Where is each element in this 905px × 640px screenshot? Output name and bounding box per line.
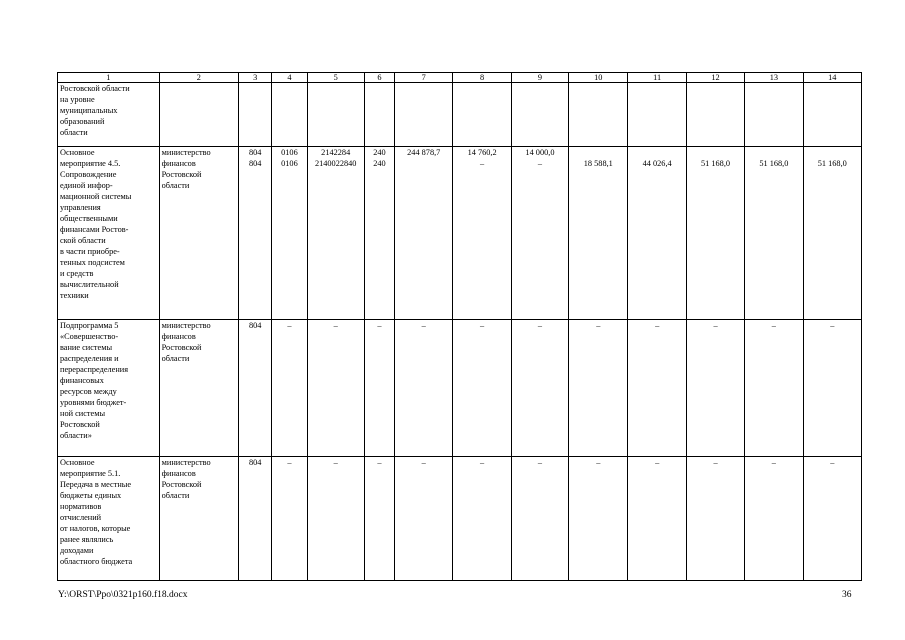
dash-cell: – xyxy=(453,457,511,581)
dash-cell: – xyxy=(686,320,744,457)
value: 14 000,0 xyxy=(525,148,555,157)
value: 51 168,0 xyxy=(817,159,847,168)
column-header: 8 xyxy=(453,73,511,83)
value: 44 026,4 xyxy=(642,159,672,168)
value: 244 878,7 xyxy=(407,148,441,157)
dash-cell: – xyxy=(569,457,628,581)
value: 14 760,2 xyxy=(467,148,497,157)
dash-cell: – xyxy=(272,457,307,581)
value: 51 168,0 xyxy=(759,159,789,168)
column-header: 11 xyxy=(628,73,686,83)
column-header: 7 xyxy=(395,73,453,83)
column-header: 10 xyxy=(569,73,628,83)
table-row xyxy=(58,457,862,581)
table-cell xyxy=(686,83,744,147)
table-cell xyxy=(745,83,803,147)
program-name-cell: Ростовской области на уровне муниципальных образований области xyxy=(58,83,160,147)
dash-cell: – xyxy=(395,320,453,457)
dash-cell: – xyxy=(511,457,568,581)
dash-cell: – xyxy=(803,457,861,581)
dash-cell: – xyxy=(628,320,686,457)
program-name-cell: Подпрограмма 5 «Совершенство- вание системы распределения и перераспределения финансовых ресурсов между уровнями бюджет- ной системы Ростовской области» xyxy=(58,320,160,457)
value: 2142284 xyxy=(321,148,351,157)
budget-table xyxy=(57,72,862,581)
dash-cell: – xyxy=(745,320,803,457)
table-cell xyxy=(159,83,238,147)
executor-cell: министерство финансов Ростовской области xyxy=(159,457,238,581)
grbs-cell: 804 xyxy=(239,457,272,581)
program-name-cell: Основное мероприятие 5.1. Передача в местные бюджеты единых нормативов отчислений от налогов, которые ранее являлись доходами областного бюджета xyxy=(58,457,160,581)
table-cell xyxy=(307,83,364,147)
column-header: 6 xyxy=(364,73,394,83)
column-header: 13 xyxy=(745,73,803,83)
document-path: Y:\ORST\Ppo\0321p160.f18.docx xyxy=(58,590,188,600)
executor-cell: министерство финансов Ростовской области xyxy=(159,320,238,457)
value: 0106 xyxy=(281,148,298,157)
grbs-cell: 804 xyxy=(239,320,272,457)
column-header: 12 xyxy=(686,73,744,83)
column-header: 14 xyxy=(803,73,861,83)
dash-cell: – xyxy=(307,457,364,581)
dash-cell: – xyxy=(364,457,394,581)
year-cell xyxy=(803,147,861,320)
column-header: 2 xyxy=(159,73,238,83)
dash-cell: – xyxy=(511,320,568,457)
column-header: 9 xyxy=(511,73,568,83)
total-cell xyxy=(395,147,453,320)
table-cell xyxy=(395,83,453,147)
table-row xyxy=(58,320,862,457)
table-cell xyxy=(239,83,272,147)
table-cell xyxy=(453,83,511,147)
value: 804 xyxy=(248,148,262,157)
value: – xyxy=(480,159,485,168)
dash-cell: – xyxy=(453,320,511,457)
column-header: 4 xyxy=(272,73,307,83)
executor-cell: министерство финансов Ростовской области xyxy=(159,147,238,320)
year-cell xyxy=(686,147,744,320)
dash-cell: – xyxy=(272,320,307,457)
table-cell xyxy=(803,83,861,147)
table-row xyxy=(58,147,862,320)
table-row xyxy=(58,83,862,147)
value: 804 xyxy=(248,159,262,168)
value: 51 168,0 xyxy=(701,159,731,168)
dash-cell: – xyxy=(745,457,803,581)
table-cell xyxy=(364,83,394,147)
table-cell xyxy=(569,83,628,147)
dash-cell: – xyxy=(395,457,453,581)
vr-cell xyxy=(364,147,394,320)
year-cell xyxy=(745,147,803,320)
program-name-cell: Основное мероприятие 4.5. Сопровождение единой инфор- мационной системы управления общественными финансами Ростов- ской области в части приобре- тенных подсистем и средств вычислительной техники xyxy=(58,147,160,320)
dash-cell: – xyxy=(628,457,686,581)
column-header: 5 xyxy=(307,73,364,83)
table-cell xyxy=(272,83,307,147)
year-cell xyxy=(569,147,628,320)
column-header: 1 xyxy=(58,73,160,83)
table-cell xyxy=(511,83,568,147)
page-number: 36 xyxy=(842,590,852,600)
dash-cell: – xyxy=(307,320,364,457)
dash-cell: – xyxy=(686,457,744,581)
column-number-row xyxy=(58,73,862,83)
year-cell xyxy=(511,147,568,320)
column-header: 3 xyxy=(239,73,272,83)
table-cell xyxy=(628,83,686,147)
value: 240 xyxy=(373,148,386,157)
csr-cell xyxy=(307,147,364,320)
rzpr-cell xyxy=(272,147,307,320)
value: 18 588,1 xyxy=(583,159,613,168)
value: 0106 xyxy=(281,159,298,168)
grbs-cell xyxy=(239,147,272,320)
value: 2140022840 xyxy=(314,159,357,168)
dash-cell: – xyxy=(364,320,394,457)
value: – xyxy=(537,159,543,168)
value: 240 xyxy=(373,159,386,168)
year-cell xyxy=(628,147,686,320)
year-cell xyxy=(453,147,511,320)
dash-cell: – xyxy=(803,320,861,457)
dash-cell: – xyxy=(569,320,628,457)
